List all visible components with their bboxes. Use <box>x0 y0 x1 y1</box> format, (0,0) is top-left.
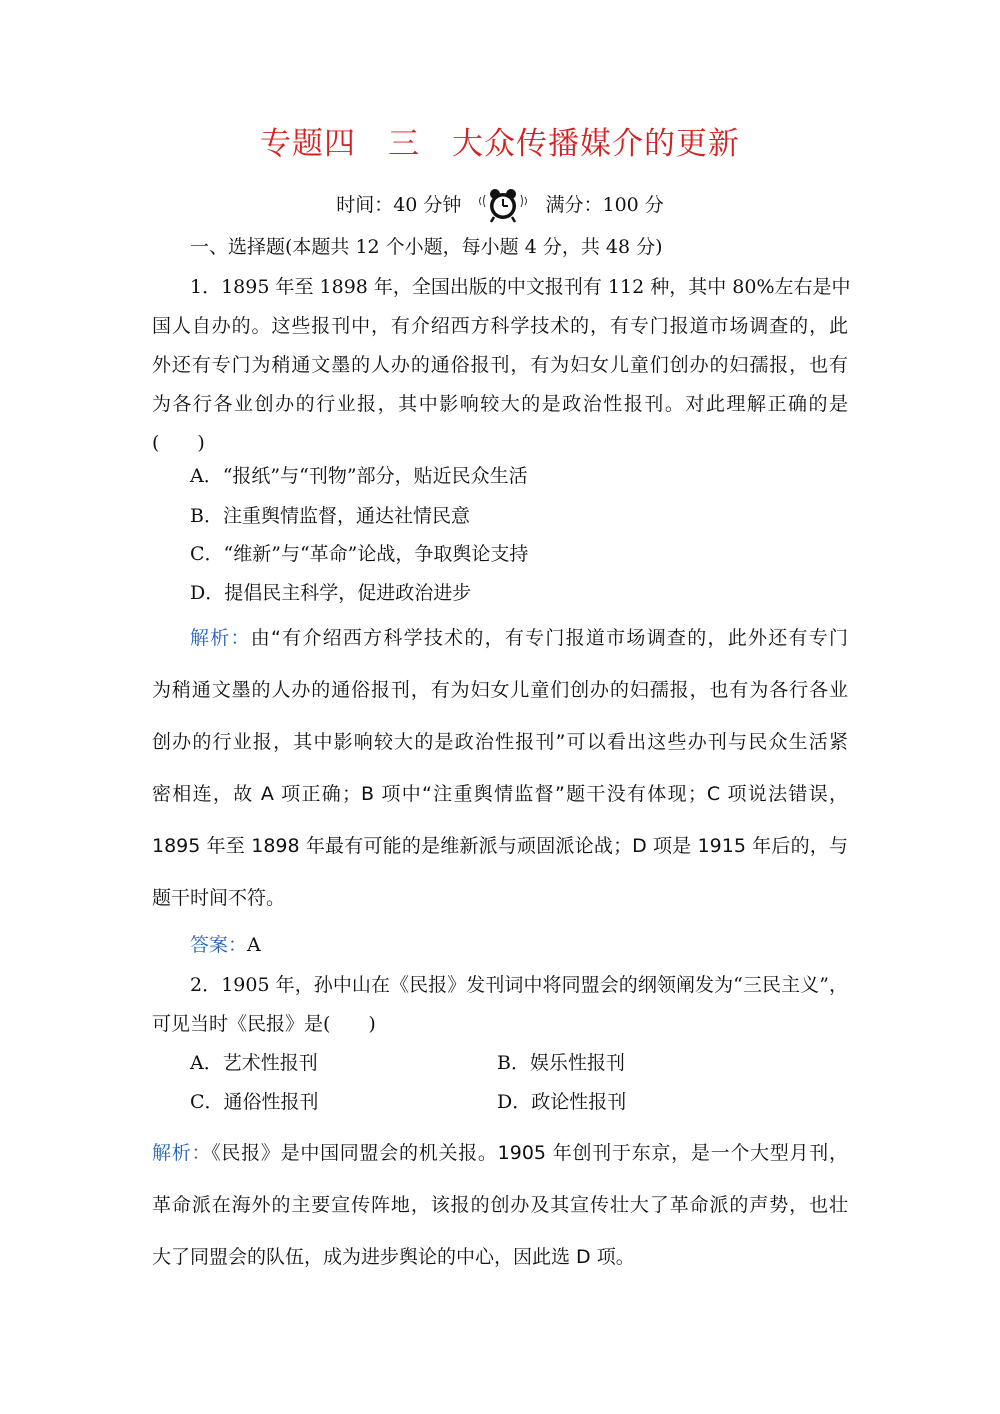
q1-analysis-label: 解析： <box>190 627 251 649</box>
q2-option-a: A．艺术性报刊 <box>190 1052 318 1074</box>
q1-analysis-line: 1895 年至 1898 年最有可能的是维新派与顽固派论战；D 项是 1915 年后的，与 <box>152 835 848 857</box>
alarm-clock-icon <box>475 187 531 223</box>
q1-analysis-line: 创办的行业报，其中影响较大的是政治性报刊”可以看出这些办刊与民众生活紧 <box>152 731 848 753</box>
q2-option-d: D．政论性报刊 <box>497 1091 627 1113</box>
q1-analysis-line: 密相连，故 A 项正确；B 项中“注重舆情监督”题干没有体现；C 项说法错误， <box>152 783 848 805</box>
q1-analysis <box>152 612 848 924</box>
q1-stem-line: 国人自办的。这些报刊中，有介绍西方科学技术的，有专门报道市场调查的，此 <box>152 315 848 337</box>
q1-option-b: B．注重舆情监督，通达社情民意 <box>190 505 470 527</box>
q2-analysis-line: 革命派在海外的主要宣传阵地，该报的创办及其宣传壮大了革命派的声势，也壮 <box>152 1194 848 1216</box>
q2-analysis-label: 解析： <box>152 1142 212 1164</box>
time-label: 时间：40 分钟 <box>336 194 462 216</box>
q2-analysis <box>152 1127 848 1283</box>
q1-analysis-line: 题干时间不符。 <box>152 887 286 909</box>
q1-analysis-line: 由“有介绍西方科学技术的，有专门报道市场调查的，此外还有专门 <box>250 627 848 649</box>
q2-stem <box>152 966 848 1044</box>
q1-answer <box>190 930 261 957</box>
q1-option-c: C．“维新”与“革命”论战，争取舆论支持 <box>190 543 529 565</box>
q1-stem-line: 外还有专门为稍通文墨的人办的通俗报刊，有为妇女儿童们创办的妇孺报，也有 <box>152 354 848 376</box>
page-title: 专题四 三 大众传播媒介的更新 <box>260 126 740 162</box>
q2-option-c: C．通俗性报刊 <box>190 1091 319 1113</box>
q1-answer-value: A <box>247 934 261 956</box>
q1-analysis-line: 为稍通文墨的人办的通俗报刊，有为妇女儿童们创办的妇孺报，也有为各行各业 <box>152 679 848 701</box>
score-label: 满分：100 分 <box>545 194 664 216</box>
q2-analysis-line: 大了同盟会的队伍，成为进步舆论的中心，因此选 D 项。 <box>152 1246 635 1268</box>
q1-answer-label: 答案： <box>190 934 248 956</box>
q1-stem-line: 1．1895 年至 1898 年，全国出版的中文报刊有 112 种，其中 80%左右是中 <box>190 276 851 298</box>
q2-analysis-line: 《民报》是中国同盟会的机关报。1905 年创刊于东京，是一个大型月刊， <box>211 1142 848 1164</box>
q1-stem <box>152 268 851 463</box>
q2-option-b: B．娱乐性报刊 <box>497 1052 625 1074</box>
q1-stem-line: 为各行各业创办的行业报，其中影响较大的是政治性报刊。对此理解正确的是 <box>152 393 848 415</box>
q2-stem-line: 可见当时《民报》是( ) <box>152 1013 376 1035</box>
q1-option-a: A．“报纸”与“刊物”部分，贴近民众生活 <box>190 465 528 487</box>
q1-stem-line: ( ) <box>152 432 205 454</box>
section-heading: 一、选择题(本题共 12 个小题，每小题 4 分，共 48 分) <box>190 236 663 258</box>
time-score-line <box>0 186 1000 223</box>
q1-option-d: D．提倡民主科学，促进政治进步 <box>190 582 472 604</box>
q2-stem-line: 2．1905 年，孙中山在《民报》发刊词中将同盟会的纲领阐发为“三民主义”， <box>190 974 848 996</box>
